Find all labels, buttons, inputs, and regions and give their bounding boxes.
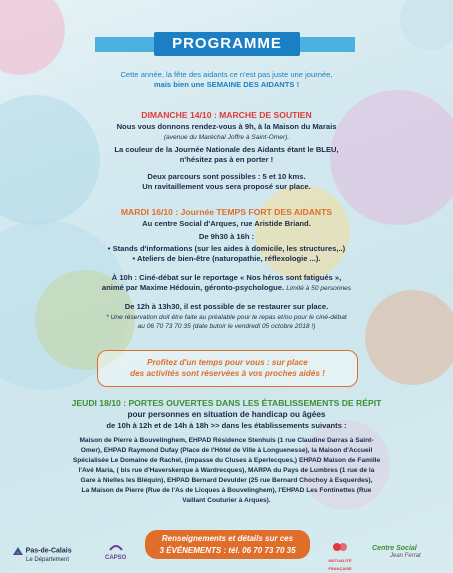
sunday-line: (avenue du Maréchal Joffre à Saint-Omer). — [163, 134, 290, 141]
tuesday-line: À 10h : Ciné-débat sur le reportage « Nos héros sont fatigués », — [111, 273, 342, 282]
tuesday-line — [0, 283, 453, 294]
callout-line: des activités sont réservées à vos proches aidés ! — [130, 369, 325, 378]
thursday-line: Omer), EHPAD Raymond Dufay (Place de l'Hôtel de Ville à Longuenesse), la Maison d'Accueil — [80, 447, 373, 454]
sunday-line: Nous vous donnons rendez-vous à 9h, à la Maison du Marais — [116, 122, 337, 131]
tuesday-line: • Stands d'informations (sur les aides à domicile, les structures,..) — [107, 244, 346, 253]
thursday-line: Gare à Nielles les Bléquin), EHPAD Bernard Devulder (25 rue Bernard Chochoy à Esquerdes), — [80, 477, 373, 484]
mutualite-logo — [320, 540, 360, 573]
contact-line: 3 ÉVÉNEMENTS : tél. 06 70 73 70 35 — [159, 546, 296, 555]
sunday-line: La couleur de la Journée Nationale des Aidants étant le BLEU, — [114, 145, 339, 154]
centre-social-logo — [372, 545, 421, 560]
tuesday-line: Au centre Social d'Arques, rue Aristide Briand. — [142, 219, 311, 228]
tuesday-limit-note: Limité à 50 personnes — [286, 285, 352, 292]
tuesday-line: De 9h30 à 16h : — [198, 232, 255, 241]
sunday-line: Deux parcours sont possibles : 5 et 10 kms. — [147, 172, 306, 181]
tuesday-note: au 06 70 73 70 35 (date butoir le vendredi 05 octobre 2018 !) — [137, 323, 316, 330]
tuesday-line-text: animé par Maxime Hédouin, géronto-psychologue. — [101, 283, 285, 292]
centre-social-name: Centre Social — [372, 545, 417, 552]
page-title: PROGRAMME — [154, 32, 300, 56]
contact-banner — [145, 530, 310, 559]
thursday-title: JEUDI 18/10 : PORTES OUVERTES DANS LES ÉTABLISSEMENTS DE RÉPIT — [71, 398, 382, 408]
intro-line-1: Cette année, la fête des aidants ce n'est pas juste une journée, — [120, 70, 333, 79]
capso-icon — [109, 542, 123, 552]
callout-line: Profitez d'un temps pour vous : sur place — [147, 358, 308, 367]
capso-logo — [105, 542, 126, 562]
thursday-line: pour personnes en situation de handicap ou âgées — [127, 410, 326, 419]
callout-box — [97, 350, 358, 387]
thursday-line: l'Avé Maria, ( bis rue d'Haverskerque à Wardrecques), MARPA du Pays de Lumbres (1 rue de la — [78, 467, 375, 474]
tuesday-line: • Ateliers de bien-être (naturopathie, réflexologie ...). — [132, 254, 321, 263]
sunday-line: n'hésitez pas à en porter ! — [179, 155, 274, 164]
sunday-line: Un ravitaillement vous sera proposé sur place. — [142, 182, 311, 191]
thursday-line: Maison de Pierre à Bouvelinghem, EHPAD Résidence Stenhuis (1 rue Claudine Darras à Saint- — [79, 437, 374, 444]
intro-line-2: mais bien une SEMAINE DES AIDANTS ! — [153, 80, 300, 89]
pas-de-calais-logo — [12, 545, 72, 564]
mutualite-name: MUTUALITÉ FRANÇAISE — [328, 558, 352, 571]
sunday-title: DIMANCHE 14/10 : MARCHE DE SOUTIEN — [141, 110, 312, 120]
centre-social-sub: Jean Ferrat — [390, 553, 421, 559]
thursday-line: La Maison de Pierre (Rue de l'As de Licques à Bouvelinghem), l'EHPAD Les Fontinettes (Rue — [81, 487, 372, 494]
mutualite-icon — [332, 540, 348, 554]
thursday-line: de 10h à 12h et de 14h à 18h >> dans les établissements suivants : — [106, 421, 347, 430]
contact-line: Renseignements et détails sur ces — [161, 534, 294, 543]
tuesday-note: * Une réservation doit être faite au préalable pour le repas et/ou pour le ciné-débat — [106, 314, 347, 321]
pas-de-calais-icon — [12, 545, 24, 557]
tuesday-line: De 12h à 13h30, il est possible de se restaurer sur place. — [124, 302, 329, 311]
pas-de-calais-name: Pas-de-Calais — [25, 547, 72, 555]
thursday-line: Vaillant Couturier à Arques). — [182, 497, 271, 504]
tuesday-title: MARDI 16/10 : Journée TEMPS FORT DES AIDANTS — [120, 207, 333, 217]
capso-name: CAPSO — [105, 555, 127, 561]
thursday-line: Spécialisée Le Domaine de Rachel, (impasse du Cluses à Eperlecques,) EHPAD Maison de Famille — [72, 457, 381, 464]
pas-de-calais-sub: Le Département — [26, 557, 70, 563]
